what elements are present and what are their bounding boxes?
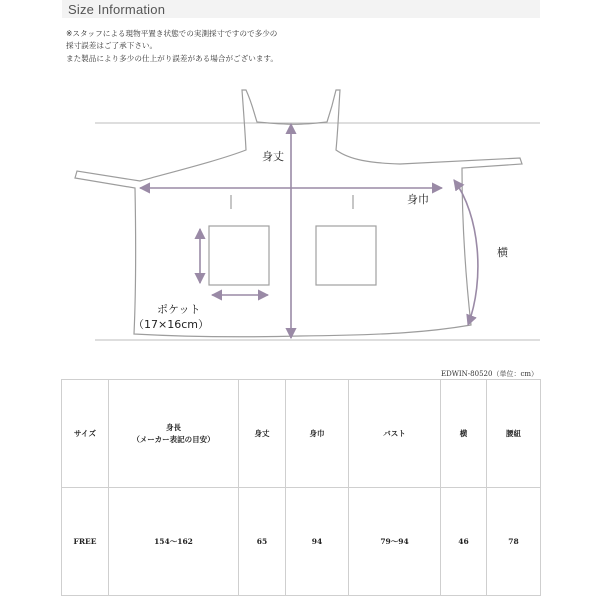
note-line-3a: また製品により多少の仕上がり誤差が: [66, 53, 196, 63]
header-height-note: （メーカー表記の目安）: [132, 434, 215, 444]
note-line-3: [66, 53, 366, 65]
model-unit-note: EDWIN-80520（単位：cm）: [441, 370, 538, 378]
header-size: サイズ: [62, 380, 109, 488]
table-row: [62, 488, 541, 596]
note-line-3b: ある場合がございます。: [195, 53, 279, 63]
cell-size: FREE: [62, 488, 109, 596]
header-waist-tie: 腰紐: [487, 380, 541, 488]
measurement-note: [66, 28, 366, 65]
header-body-length: 身丈: [239, 380, 286, 488]
apron-diagram: [0, 70, 600, 360]
label-body-length: 身丈: [262, 150, 284, 163]
cell-body-length: 65: [239, 488, 286, 596]
size-table: [61, 379, 541, 596]
note-line-1: ※スタッフによる現物平置き状態での実測採寸ですので多少の: [66, 29, 278, 38]
label-body-width: 身巾: [407, 193, 429, 206]
pocket-right: [316, 226, 376, 285]
label-side: 横: [497, 246, 508, 259]
pocket-left: [209, 226, 269, 285]
header-height: [109, 380, 239, 488]
header-body-width: 身巾: [286, 380, 349, 488]
cell-waist-tie: 78: [487, 488, 541, 596]
apron-outline: [75, 90, 522, 337]
cell-side: 46: [441, 488, 487, 596]
section-header: [62, 0, 540, 18]
side-arrow: [454, 180, 478, 325]
note-line-2: 採寸誤差はご了承下さい。: [66, 41, 158, 51]
cell-body-width: 94: [286, 488, 349, 596]
header-height-label: 身長: [166, 422, 181, 432]
table-header-row: [62, 380, 541, 488]
section-title: Size Information: [68, 1, 166, 17]
cell-bust: 79〜94: [349, 488, 441, 596]
cell-height: 154〜162: [109, 488, 239, 596]
label-pocket-size: （17×16cm）: [133, 318, 209, 331]
header-bust: バスト: [349, 380, 441, 488]
header-side: 横: [441, 380, 487, 488]
label-pocket: ポケット: [157, 303, 201, 316]
